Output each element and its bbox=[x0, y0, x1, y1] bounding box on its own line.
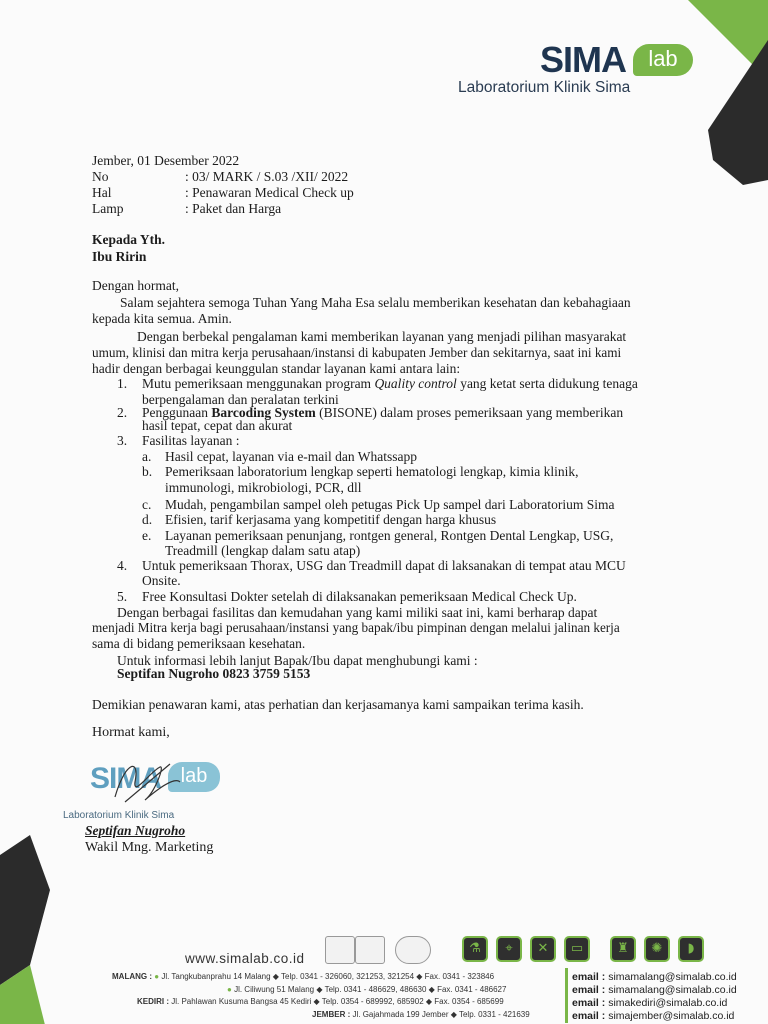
contact-person: Septifan Nugroho 0823 3759 5153 bbox=[117, 666, 311, 681]
paragraph-1-line-1: Salam sejahtera semoga Tuhan Yang Maha Esa selalu memberikan kesehatan dan kebahagiaan bbox=[120, 295, 631, 310]
sub-e-line-2: Treadmill (lengkap dalam satu atap) bbox=[165, 543, 361, 558]
sub-d-text: Efisien, tarif kerjasama yang kompetitif dengan harga khusus bbox=[165, 512, 497, 527]
item-1-number: 1. bbox=[117, 376, 128, 391]
signatory-position: Wakil Mng. Marketing bbox=[85, 840, 214, 855]
item-5-number: 5. bbox=[117, 589, 128, 604]
dna-icon: ✕ bbox=[530, 936, 556, 962]
stamp-lab-badge: lab bbox=[168, 762, 220, 792]
paragraph-2-line-2: umum, klinisi dan mitra kerja perusahaan/instansi di kabupaten Jember dan sekitarnya, saat ini kami bbox=[92, 345, 622, 360]
lamp-value: : Paket dan Harga bbox=[185, 201, 282, 216]
greeting: Dengan hormat, bbox=[92, 278, 179, 293]
microscope-icon: ⌖ bbox=[496, 936, 522, 962]
email-kediri[interactable]: email : simakediri@simalab.co.id bbox=[572, 997, 728, 1009]
sub-d-letter: d. bbox=[142, 512, 153, 527]
stamp-subtitle: Laboratorium Klinik Sima bbox=[63, 810, 175, 821]
email-divider bbox=[565, 968, 568, 1023]
certification-badge-icon bbox=[325, 936, 355, 964]
paragraph-3-line-2: menjadi Mitra kerja bagi perusahaan/instansi yang bapak/ibu pimpinan dengan melalui jalinan kerja bbox=[92, 620, 620, 635]
bottle-icon: ♜ bbox=[610, 936, 636, 962]
item-2-line-1: Penggunaan Barcoding System (BISONE) dalam proses pemeriksaan yang memberikan bbox=[142, 405, 624, 420]
item-2-number: 2. bbox=[117, 405, 128, 420]
closing-sentence: Demikian penawaran kami, atas perhatian dan kerjasamanya kami sampaikan terima kasih. bbox=[92, 697, 584, 712]
decorative-corner-top bbox=[648, 0, 768, 190]
accreditation-badge-icon bbox=[395, 936, 431, 964]
item-4-line-1: Untuk pemeriksaan Thorax, USG dan Treadmill dapat di laksanakan di tempat atau MCU bbox=[142, 558, 626, 573]
signatory-name: Septifan Nugroho bbox=[85, 823, 186, 838]
email-jember[interactable]: email : simajember@simalab.co.id bbox=[572, 1010, 735, 1022]
virus-icon: ✺ bbox=[644, 936, 670, 962]
item-2-line-2: hasil tepat, cepat dan akurat bbox=[142, 418, 293, 433]
paragraph-4-line-1: Untuk informasi lebih lanjut Bapak/Ibu dapat menghubungi kami : bbox=[117, 653, 478, 668]
email-malang-2[interactable]: email : simamalang@simalab.co.id bbox=[572, 984, 737, 996]
paragraph-3-line-1: Dengan berbagai fasilitas dan kemudahan yang kami miliki saat ini, kami berharap dapat bbox=[117, 605, 598, 620]
paragraph-1-line-2: kepada kita semua. Amin. bbox=[92, 311, 232, 326]
recipient-name: Ibu Ririn bbox=[92, 249, 147, 264]
place-date: Jember, 01 Desember 2022 bbox=[92, 153, 240, 168]
item-3-number: 3. bbox=[117, 433, 128, 448]
monitor-icon: ▭ bbox=[564, 936, 590, 962]
decorative-corner-bottom bbox=[0, 835, 70, 1024]
sub-b-letter: b. bbox=[142, 464, 153, 479]
logo-lab-badge: lab bbox=[633, 44, 693, 76]
recipient-heading: Kepada Yth. bbox=[92, 232, 166, 247]
stamp-wordmark: SIMA bbox=[90, 762, 161, 795]
sub-e-letter: e. bbox=[142, 528, 152, 543]
address-malang-1: MALANG : ● Jl. Tangkubanprahu 14 Malang ◆ Telp. 0341 - 326060, 321253, 321254 ◆ Fax. 0341 - 323846 bbox=[112, 972, 495, 981]
sub-a-letter: a. bbox=[142, 449, 152, 464]
ear-icon: ◗ bbox=[678, 936, 704, 962]
iso-badge-icon bbox=[355, 936, 385, 964]
hal-value: : Penawaran Medical Check up bbox=[185, 185, 354, 200]
paragraph-2-line-1: Dengan berbekal pengalaman kami memberikan layanan yang menjadi pilihan masyarakat bbox=[137, 329, 627, 344]
address-jember: JEMBER : Jl. Gajahmada 199 Jember ◆ Telp. 0331 - 421639 bbox=[312, 1010, 530, 1019]
sub-e-line-1: Layanan pemeriksaan penunjang, rontgen general, Rontgen Dental Lengkap, USG, bbox=[165, 528, 614, 543]
lamp-label: Lamp bbox=[92, 201, 124, 216]
sub-c-letter: c. bbox=[142, 497, 152, 512]
item-1-line-1: Mutu pemeriksaan menggunakan program Quality control yang ketat serta didukung tenaga bbox=[142, 376, 638, 391]
item-1-line-2: berpengalaman dan peralatan terkini bbox=[142, 392, 339, 407]
sub-c-text: Mudah, pengambilan sampel oleh petugas Pick Up sampel dari Laboratorium Sima bbox=[165, 497, 615, 512]
item-3-label: Fasilitas layanan : bbox=[142, 433, 240, 448]
company-logo bbox=[540, 40, 720, 80]
item-4-number: 4. bbox=[117, 558, 128, 573]
address-kediri: KEDIRI : Jl. Pahlawan Kusuma Bangsa 45 Kediri ◆ Telp. 0354 - 689992, 685902 ◆ Fax. 0354 - 685699 bbox=[137, 997, 504, 1006]
paragraph-3-line-3: sama di bidang pemeriksaan kesehatan. bbox=[92, 636, 306, 651]
item-5-text: Free Konsultasi Dokter setelah di dilaksanakan pemeriksaan Medical Check Up. bbox=[142, 589, 577, 604]
no-label: No bbox=[92, 169, 109, 184]
logo-subtitle: Laboratorium Klinik Sima bbox=[458, 79, 631, 96]
sub-b-line-1: Pemeriksaan laboratorium lengkap seperti hematologi lengkap, kimia klinik, bbox=[165, 464, 579, 479]
sub-b-line-2: immunologi, mikrobiologi, PCR, dll bbox=[165, 480, 362, 495]
address-malang-2: ● Jl. Ciliwung 51 Malang ◆ Telp. 0341 - 486629, 486630 ◆ Fax. 0341 - 486627 bbox=[227, 985, 507, 994]
item-4-line-2: Onsite. bbox=[142, 573, 181, 588]
website-link[interactable]: www.simalab.co.id bbox=[185, 951, 305, 966]
hal-label: Hal bbox=[92, 185, 112, 200]
sub-a-text: Hasil cepat, layanan via e-mail dan Whatssapp bbox=[165, 449, 418, 464]
lab-flask-icon: ⚗ bbox=[462, 936, 488, 962]
regards: Hormat kami, bbox=[92, 725, 170, 740]
email-malang-1[interactable]: email : simamalang@simalab.co.id bbox=[572, 971, 737, 983]
paragraph-2-line-3: hadir dengan berbagai keunggulan standar layanan kami antara lain: bbox=[92, 361, 461, 376]
no-value: : 03/ MARK / S.03 /XII/ 2022 bbox=[185, 169, 349, 184]
logo-wordmark: SIMA bbox=[540, 39, 626, 80]
handwritten-signature bbox=[105, 752, 185, 812]
